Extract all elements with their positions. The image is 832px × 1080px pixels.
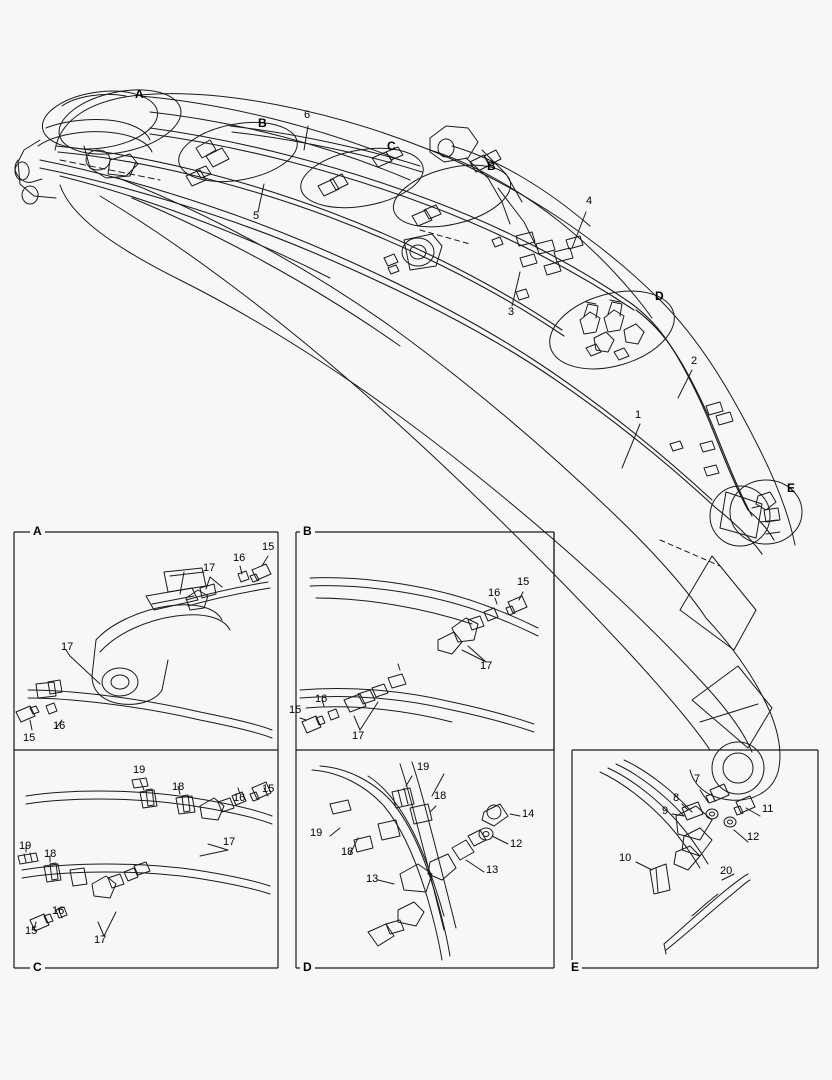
panel-e-callout-11: 11 [762, 803, 774, 815]
panel-b-callout-16a: 16 [488, 587, 501, 599]
panel-d-callout-19a: 19 [417, 761, 430, 773]
panel-a-callout-17a: 17 [203, 562, 216, 574]
panel-d-callout-13a: 13 [486, 864, 499, 876]
panel-a-callout-17b: 17 [61, 641, 74, 653]
panel-d-callout-18a: 18 [434, 790, 447, 802]
panel-label-b-top: B [300, 524, 315, 538]
item-callout-4: 4 [586, 195, 593, 207]
panel-d-callout-12: 12 [510, 838, 523, 850]
panel-b-callout-15b: 15 [289, 704, 302, 716]
panel-c-callout-16a: 16 [233, 792, 246, 804]
panel-e-callout-12: 12 [747, 831, 760, 843]
panel-d-callout-13b: 13 [366, 873, 379, 885]
panel-c-callout-15b: 15 [25, 925, 38, 937]
panel-d-callout-19b: 19 [310, 827, 323, 839]
panel-a-callout-15a: 15 [262, 541, 275, 553]
panel-c-callout-19a: 19 [133, 764, 146, 776]
item-callout-6: 6 [304, 109, 311, 121]
detail-marker-e-main: E [787, 481, 796, 495]
panel-a-callout-16a: 16 [233, 552, 246, 564]
panel-b-callout-17a: 17 [480, 660, 493, 672]
panel-c-callout-16b: 16 [52, 905, 65, 917]
panel-c-callout-15a: 15 [262, 783, 275, 795]
panel-a-callout-16b: 16 [53, 720, 66, 732]
panel-c-callout-17b: 17 [94, 934, 107, 946]
item-callout-3: 3 [508, 306, 515, 318]
panel-b-callout-16b: 16 [315, 693, 328, 705]
item-callout-5: 5 [253, 210, 260, 222]
detail-marker-b-main-2: B [487, 159, 496, 173]
panel-d-callout-14: 14 [522, 808, 535, 820]
panel-e-callout-10: 10 [619, 852, 632, 864]
panel-b-callout-17b: 17 [352, 730, 365, 742]
panel-c-callout-19b: 19 [19, 840, 32, 852]
panel-b-callout-15a: 15 [517, 576, 530, 588]
panel-label-c-bottom: C [30, 960, 45, 974]
detail-marker-a-main: A [135, 87, 144, 101]
panel-label-d-bottom: D [300, 960, 315, 974]
panel-c-callout-18a: 18 [172, 781, 185, 793]
detail-marker-d-main: D [655, 289, 664, 303]
panel-e-callout-20: 20 [720, 865, 733, 877]
panel-d-callout-18b: 18 [341, 846, 354, 858]
item-callout-2: 2 [691, 355, 698, 367]
detail-marker-c-main: C [387, 139, 396, 153]
panel-label-e-bottom: E [568, 960, 582, 974]
panel-e-callout-9: 9 [662, 805, 669, 817]
panel-a-callout-15b: 15 [23, 732, 36, 744]
item-callout-1: 1 [635, 409, 642, 421]
panel-e-callout-7: 7 [694, 773, 701, 785]
panel-c-callout-17a: 17 [223, 836, 236, 848]
panel-label-a-top: A [30, 524, 45, 538]
panel-c-callout-18b: 18 [44, 848, 57, 860]
detail-marker-b-main-1: B [258, 116, 267, 130]
panel-e-callout-8: 8 [673, 792, 680, 804]
